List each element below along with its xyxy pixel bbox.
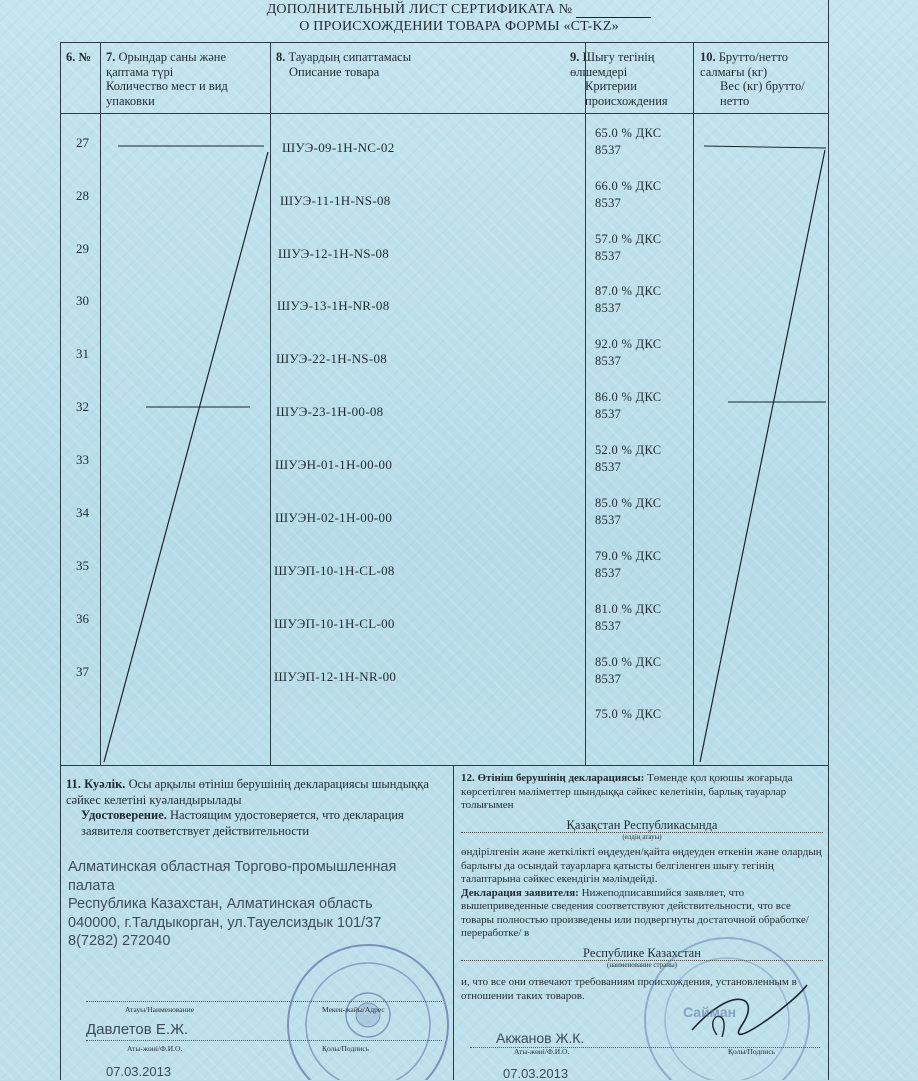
signature-line xyxy=(86,1039,442,1041)
row-number: 33 xyxy=(76,452,89,467)
row-description: ШУЭП-10-1Н-CL-08 xyxy=(274,563,395,578)
col-7-header: 7. Орындар саны және қаптама түрі Количество мест и вид упаковки xyxy=(106,50,228,108)
row-number: 31 xyxy=(76,346,89,361)
company-stamp-word: Сайман xyxy=(683,1004,737,1020)
cancel-stroke-diagonal-left xyxy=(104,152,268,762)
row-number: 37 xyxy=(76,664,89,679)
col-8-header: 8. Тауардың сипаттамасы Описание товара xyxy=(276,50,412,79)
certifier-name: Давлетов Е.Ж. xyxy=(86,1021,189,1038)
row-criterion: 87.0 % ДКС 8537 xyxy=(595,284,662,315)
row-criterion: 85.0 % ДКС 8537 xyxy=(595,655,662,686)
col-9-header: 9. Шығу тегінің өлшемдері Критерии происхождения xyxy=(570,50,668,108)
declaration-date: 07.03.2013 xyxy=(503,1066,569,1081)
box-divider xyxy=(453,765,454,1080)
cancel-stroke-diagonal-right xyxy=(700,150,825,762)
declaration-box: 12. Өтініш берушінің декларациясы: Төменде қол қоюшы жоғарыда көрсетілген мәліметтер шындыққа сәйкес келетінін, барлық тауарлар толығымен Қазақстан Республикасында (елдің атауы) өндірілгенін және жеткілікті өңдеуден/қайта өңдеуден өткенін және олардың барлығы да осындай тауарларға қатысты белгіленген шығу тегінің талаптарына сәйкес екендігін мәлімдейді. Декларация заявителя: Нижеподписавшийся заявляет, что вышеприведенные сведения соответствуют действительности, что все товары полностью произведены или подвергнуты достаточной обработке/переработке/ в Республике Казахстан (наименование страны) и, что все они отвечают требованиям происхождения, установленным в отношении таких товаров. xyxy=(461,772,822,1002)
row-description: ШУЭ-11-1Н-NS-08 xyxy=(280,193,391,208)
row-criterion: 75.0 % ДКС xyxy=(595,707,662,721)
caption-fio-12: Аты-жөні/Ф.И.О. xyxy=(514,1047,570,1056)
row-number: 34 xyxy=(76,505,89,520)
row-criterion: 79.0 % ДКС 8537 xyxy=(595,549,662,580)
row-description: ШУЭН-02-1Н-00-00 xyxy=(275,510,393,525)
col-6-header: 6. № xyxy=(66,50,92,64)
row-criterion: 52.0 % ДКС 8537 xyxy=(595,443,662,474)
caption-signature-12: Қолы/Подпись xyxy=(728,1047,776,1056)
header-line-1: ДОПОЛНИТЕЛЬНЫЙ ЛИСТ СЕРТИФИКАТА № xyxy=(266,2,573,17)
col-10-header: 10. Брутто/нетто салмағы (кг) Вес (кг) брутто/нетто xyxy=(700,50,805,108)
cancel-stroke-top-right xyxy=(704,146,826,148)
row-criterion: 57.0 % ДКС 8537 xyxy=(595,232,662,263)
caption-address: Мекен-жайы/Адрес xyxy=(322,1005,385,1014)
country-kz: Қазақстан Республикасында xyxy=(461,819,823,834)
row-number: 35 xyxy=(76,558,89,573)
chamber-stamp-text: Алматинская областная Торгово-промышленная палата Республика Казахстан, Алматинская область 040000, г.Талдыкорган, ул.Тауелсиздык 101/37 8(7282) 272040 xyxy=(68,859,397,949)
row-description: ШУЭ-12-1Н-NS-08 xyxy=(278,246,390,261)
row-criterion: 92.0 % ДКС 8537 xyxy=(595,337,662,368)
row-description: ШУЭП-10-1Н-CL-00 xyxy=(274,616,395,631)
header-line-2: О ПРОИСХОЖДЕНИИ ТОВАРА ФОРМЫ «CT-KZ» xyxy=(299,19,619,34)
row-criterion: 65.0 % ДКС 8537 xyxy=(595,126,662,157)
row-description: ШУЭН-01-1Н-00-00 xyxy=(275,457,393,472)
declarant-name: Акжанов Ж.К. xyxy=(496,1030,585,1046)
caption-signature: Қолы/Подпись xyxy=(322,1044,370,1053)
row-criterion: 81.0 % ДКС 8537 xyxy=(595,602,662,633)
row-description: ШУЭП-12-1Н-NR-00 xyxy=(274,669,397,684)
row-description: ШУЭ-22-1Н-NS-08 xyxy=(276,351,388,366)
row-number: 28 xyxy=(76,188,89,203)
country-ru: Республике Казахстан xyxy=(461,947,823,962)
row-description: ШУЭ-13-1Н-NR-08 xyxy=(277,298,390,313)
caption-fio: Аты-жөні/Ф.И.О. xyxy=(127,1044,183,1053)
row-number: 32 xyxy=(76,399,89,414)
row-number: 36 xyxy=(76,611,89,626)
row-criterion: 85.0 % ДКС 8537 xyxy=(595,496,662,527)
row-criterion: 66.0 % ДКС 8537 xyxy=(595,179,662,210)
row-description: ШУЭ-23-1Н-00-08 xyxy=(276,404,384,419)
row-description: ШУЭ-09-1Н-NC-02 xyxy=(282,140,395,155)
company-round-seal xyxy=(622,925,822,1080)
row-number: 29 xyxy=(76,241,89,256)
caption-name: Атауы/Наименование xyxy=(125,1005,194,1014)
row-number: 30 xyxy=(76,293,89,308)
certification-box: 11. Куәлік. Осы арқылы өтініш берушінің декларациясы шындыққа сәйкес келетінi куәландырылады Удостоверение. Настоящим удостоверяется, что декларация заявителя соответствует действительности xyxy=(66,777,429,838)
row-criterion: 86.0 % ДКС 8537 xyxy=(595,390,662,421)
row-number: 27 xyxy=(76,135,89,150)
certification-date: 07.03.2013 xyxy=(106,1064,172,1079)
name-address-line xyxy=(86,1000,442,1002)
